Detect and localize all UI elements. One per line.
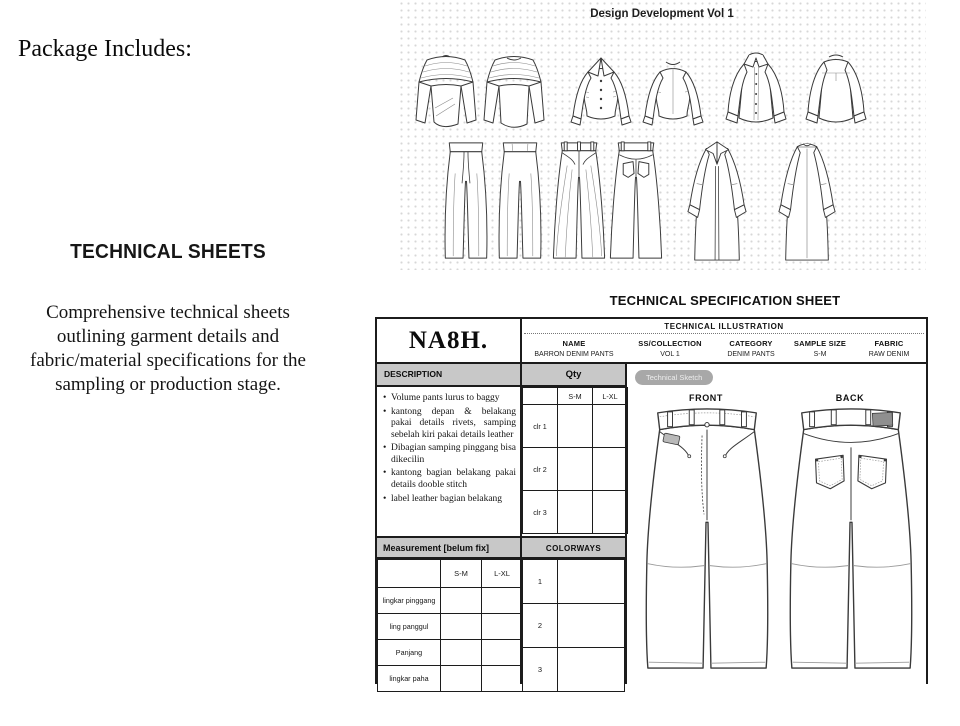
qty-col-header: L-XL bbox=[593, 388, 628, 405]
info-value: VOL 1 bbox=[660, 350, 680, 358]
info-label: FABRIC bbox=[874, 338, 904, 348]
qty-cell bbox=[558, 491, 593, 534]
qty-col-header: S-M bbox=[558, 388, 593, 405]
qty-row-label: clr 2 bbox=[523, 448, 558, 491]
long-coat-back-sketch bbox=[776, 136, 838, 264]
long-coat-front-sketch bbox=[686, 136, 748, 264]
info-label: NAME bbox=[562, 338, 586, 348]
qty-corner-cell bbox=[523, 388, 558, 405]
measurement-row-label: Panjang bbox=[378, 640, 441, 666]
qty-cell bbox=[593, 448, 628, 491]
qty-cell bbox=[558, 448, 593, 491]
jeans-back-technical-sketch bbox=[785, 404, 917, 676]
measurement-col-header: L-XL bbox=[482, 560, 523, 588]
wide-pants-back-sketch bbox=[494, 138, 546, 264]
relaxed-shirt-back-sketch bbox=[800, 48, 872, 138]
technical-sketch-badge: Technical Sketch bbox=[635, 370, 713, 385]
qty-cell bbox=[558, 405, 593, 448]
design-development-title: Design Development Vol 1 bbox=[590, 8, 734, 20]
info-fields-row bbox=[522, 334, 926, 362]
technical-sketch-panel bbox=[627, 364, 926, 684]
spec-sheet-table bbox=[375, 317, 928, 684]
colorway-cell bbox=[558, 560, 625, 604]
spec-sheet-title: TECHNICAL SPECIFICATION SHEET bbox=[609, 293, 841, 308]
description-header: DESCRIPTION bbox=[377, 364, 520, 387]
info-label: CATEGORY bbox=[729, 338, 773, 348]
measurement-cell bbox=[441, 640, 482, 666]
qty-cell bbox=[593, 491, 628, 534]
qty-row-label: clr 3 bbox=[523, 491, 558, 534]
description-bullet: • label leather bagian belakang bbox=[382, 494, 516, 506]
colorways-table bbox=[522, 559, 625, 692]
description-bullet: • Volume pants lurus to baggy bbox=[382, 393, 516, 405]
measurement-row-label: ling panggul bbox=[378, 614, 441, 640]
fitted-blouse-back-sketch bbox=[640, 50, 706, 138]
qty-table bbox=[522, 387, 628, 534]
flare-jeans-back-sketch bbox=[609, 138, 663, 264]
description-bullet: • Dibagian samping pinggang bisa dikecilin bbox=[382, 443, 516, 466]
colorways-header: COLORWAYS bbox=[522, 536, 625, 559]
info-value: DENIM PANTS bbox=[727, 350, 775, 358]
info-field-fabric bbox=[852, 339, 926, 358]
technical-spec-sheet bbox=[375, 290, 935, 684]
info-value: BARRON DENIM PANTS bbox=[534, 350, 614, 358]
measurement-row-label: lingkar pinggang bbox=[378, 588, 441, 614]
colorway-number: 1 bbox=[523, 560, 558, 604]
info-field-name bbox=[522, 339, 626, 358]
brand-logo: NA8H. bbox=[408, 326, 489, 354]
measurement-cell bbox=[441, 666, 482, 692]
illustration-header-cell bbox=[522, 319, 926, 362]
measurement-cell bbox=[482, 640, 523, 666]
info-label: SS/COLLECTION bbox=[638, 338, 702, 348]
description-column bbox=[377, 364, 522, 684]
measurement-col-header: S-M bbox=[441, 560, 482, 588]
spec-sheet-body bbox=[377, 364, 926, 684]
measurement-corner-cell bbox=[378, 560, 441, 588]
measurement-table bbox=[377, 559, 523, 692]
measurement-cell bbox=[482, 666, 523, 692]
flare-jeans-front-sketch bbox=[552, 138, 606, 264]
wide-pants-front-sketch bbox=[440, 138, 492, 264]
measurement-row-label: lingkar paha bbox=[378, 666, 441, 692]
front-view-label: FRONT bbox=[689, 393, 723, 403]
colorway-cell bbox=[558, 648, 625, 692]
colorway-cell bbox=[558, 604, 625, 648]
description-bullet: • kantong bagian belakang pakai details dooble stitch bbox=[382, 468, 516, 491]
measurement-cell bbox=[441, 614, 482, 640]
qty-header: Qty bbox=[522, 364, 625, 387]
info-label: SAMPLE SIZE bbox=[793, 338, 847, 348]
measurement-cell bbox=[482, 614, 523, 640]
ruched-top-back-sketch bbox=[483, 50, 545, 138]
back-view-label: BACK bbox=[835, 393, 865, 403]
package-description-paragraph: Comprehensive technical sheets outlining garment details and fabric/material specifications for the sampling or production stage. bbox=[30, 302, 306, 396]
illustration-title: TECHNICAL ILLUSTRATION bbox=[524, 322, 924, 334]
description-list bbox=[377, 387, 520, 505]
measurement-header: Measurement [belum fix] bbox=[377, 536, 520, 559]
design-development-board bbox=[398, 0, 926, 270]
relaxed-shirt-front-sketch bbox=[720, 48, 792, 138]
qty-cell bbox=[593, 405, 628, 448]
info-field-sample-size bbox=[788, 339, 852, 358]
ruched-top-front-sketch bbox=[415, 50, 477, 138]
measurement-cell bbox=[441, 588, 482, 614]
info-field-category bbox=[714, 339, 788, 358]
info-value: RAW DENIM bbox=[868, 350, 910, 358]
fitted-blouse-front-sketch bbox=[568, 50, 634, 138]
description-bullet: • kantong depan & belakang pakai details rivets, samping sebelah kiri pakai details leather bbox=[382, 407, 516, 442]
technical-sheets-heading: TECHNICAL SHEETS bbox=[70, 241, 266, 263]
colorway-number: 3 bbox=[523, 648, 558, 692]
qty-column bbox=[522, 364, 627, 684]
spec-header-band bbox=[377, 319, 926, 364]
info-field-collection bbox=[626, 339, 714, 358]
qty-row-label: clr 1 bbox=[523, 405, 558, 448]
measurement-cell bbox=[482, 588, 523, 614]
package-includes-title: Package Includes: bbox=[18, 36, 192, 62]
colorway-number: 2 bbox=[523, 604, 558, 648]
info-value: S-M bbox=[813, 350, 827, 358]
brand-logo-cell bbox=[377, 319, 522, 362]
jeans-front-technical-sketch bbox=[641, 404, 773, 676]
